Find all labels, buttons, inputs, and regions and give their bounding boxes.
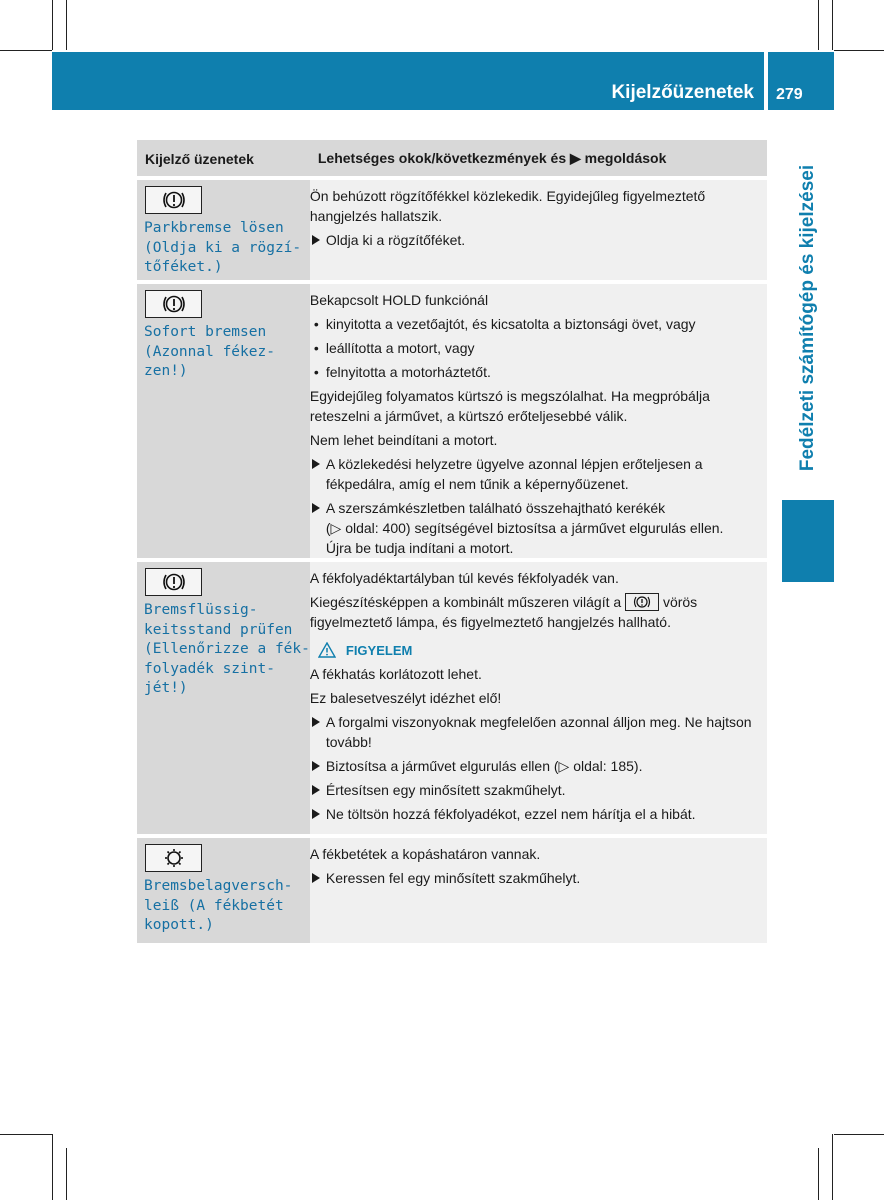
- brake-wear-icon: [145, 844, 202, 872]
- crop-mark: [818, 0, 819, 50]
- bullet-item: • felnyitotta a motorháztetőt.: [310, 362, 767, 382]
- crop-mark: [52, 0, 53, 50]
- cause-text: Bekapcsolt HOLD funkciónál: [309, 292, 489, 308]
- column-header-messages: Kijelző üzenetek: [137, 140, 310, 176]
- table-row: [137, 180, 767, 280]
- info-text: Egyidejűleg folyamatos kürtszó is megszólalhat. Ha megpróbálja reteszelni a járművet, a kürtszó erőteljesebbé válik.: [309, 388, 710, 424]
- cause-text: Ön behúzott rögzítőfékkel közlekedik. Egyidejűleg figyelmeztető hangjelzés hallatszik.: [309, 188, 706, 224]
- crop-mark: [0, 50, 52, 51]
- table-row: [137, 284, 767, 558]
- display-message: Bremsbelagversch- leiß (A fékbetét kopott.): [144, 878, 293, 933]
- column-header-solutions: Lehetséges okok/következmények és ▶ megoldások: [310, 140, 767, 176]
- brake-warning-lamp-icon: [625, 593, 659, 611]
- warning-triangle-icon: [318, 642, 336, 658]
- info-text-part: Kiegészítésképpen a kombinált műszeren világít a: [309, 594, 622, 610]
- crop-mark: [834, 1134, 884, 1135]
- table-row: [137, 562, 767, 834]
- warning-text: A fékhatás korlátozott lehet.: [309, 666, 482, 682]
- page-number-box: [768, 52, 834, 110]
- crop-mark: [832, 0, 833, 50]
- bullet-item: • kinyitotta a vezetőajtót, és kicsatolta a biztonsági övet, vagy: [310, 314, 767, 334]
- page-number: 279: [776, 86, 803, 103]
- table-row: [137, 838, 767, 943]
- info-text-part: vörös figyelmeztető lámpa, és figyelmeztető hangjelzés hallható.: [309, 594, 698, 630]
- action-item: [310, 498, 767, 558]
- crop-mark: [52, 1134, 53, 1200]
- action-text: Újra be tudja indítani a motort.: [325, 540, 514, 556]
- warning-label: FIGYELEM: [345, 642, 413, 658]
- display-message: Sofort bremsen (Azonnal fékez- zen!): [144, 324, 275, 379]
- display-message: Parkbremse lösen (Oldja ki a rögzí- tőféket.): [144, 220, 302, 275]
- display-message: Bremsflüssig- keitsstand prüfen (Ellenőrizze a fék- folyadék szint- jét!): [144, 602, 310, 696]
- crop-mark: [818, 1148, 819, 1200]
- section-title: Kijelzőüzenetek: [611, 82, 754, 103]
- chapter-tab-marker: [782, 500, 834, 582]
- display-messages-table: [137, 140, 767, 943]
- action-item: Értesítsen egy minősített szakműhelyt.: [310, 780, 767, 800]
- cause-text: A fékbetétek a kopáshatáron vannak.: [309, 846, 541, 862]
- action-item: Ne töltsön hozzá fékfolyadékot, ezzel nem hárítja el a hibát.: [310, 804, 767, 824]
- warning-text: Ez balesetveszélyt idézhet elő!: [309, 690, 502, 706]
- action-item: A közlekedési helyzetre ügyelve azonnal lépjen erőteljesen a fékpedálra, amíg el nem tűnik a képernyőüzenet.: [310, 454, 767, 494]
- crop-mark: [66, 1148, 67, 1200]
- parking-brake-icon: [145, 186, 202, 214]
- crop-mark: [0, 1134, 52, 1135]
- action-item: A forgalmi viszonyoknak megfelelően azonnal álljon meg. Ne hajtson tovább!: [310, 712, 767, 752]
- bullet-item: • leállította a motort, vagy: [310, 338, 767, 358]
- action-item: Oldja ki a rögzítőféket.: [310, 230, 767, 250]
- crop-mark: [832, 1134, 833, 1200]
- brake-fluid-icon: [145, 568, 202, 596]
- crop-mark: [66, 0, 67, 50]
- action-item: Biztosítsa a járművet elgurulás ellen (▷ oldal: 185).: [310, 756, 767, 776]
- crop-mark: [834, 50, 884, 51]
- chapter-side-title: Fedélzeti számítógép és kijelzései: [797, 164, 818, 472]
- info-text: [310, 592, 767, 632]
- warning-heading: [318, 642, 767, 658]
- action-text: A szerszámkészletben található összehajtható kerékék: [325, 500, 666, 516]
- action-item: Keressen fel egy minősített szakműhelyt.: [310, 868, 767, 888]
- info-text: Nem lehet beindítani a motort.: [309, 432, 498, 448]
- header-bar: [52, 52, 764, 110]
- cause-text: A fékfolyadéktartályban túl kevés fékfolyadék van.: [309, 570, 619, 586]
- page-reference: (▷ oldal: 400) segítségével biztosítsa a járművet elgurulás ellen.: [325, 520, 724, 536]
- brake-icon: [145, 290, 202, 318]
